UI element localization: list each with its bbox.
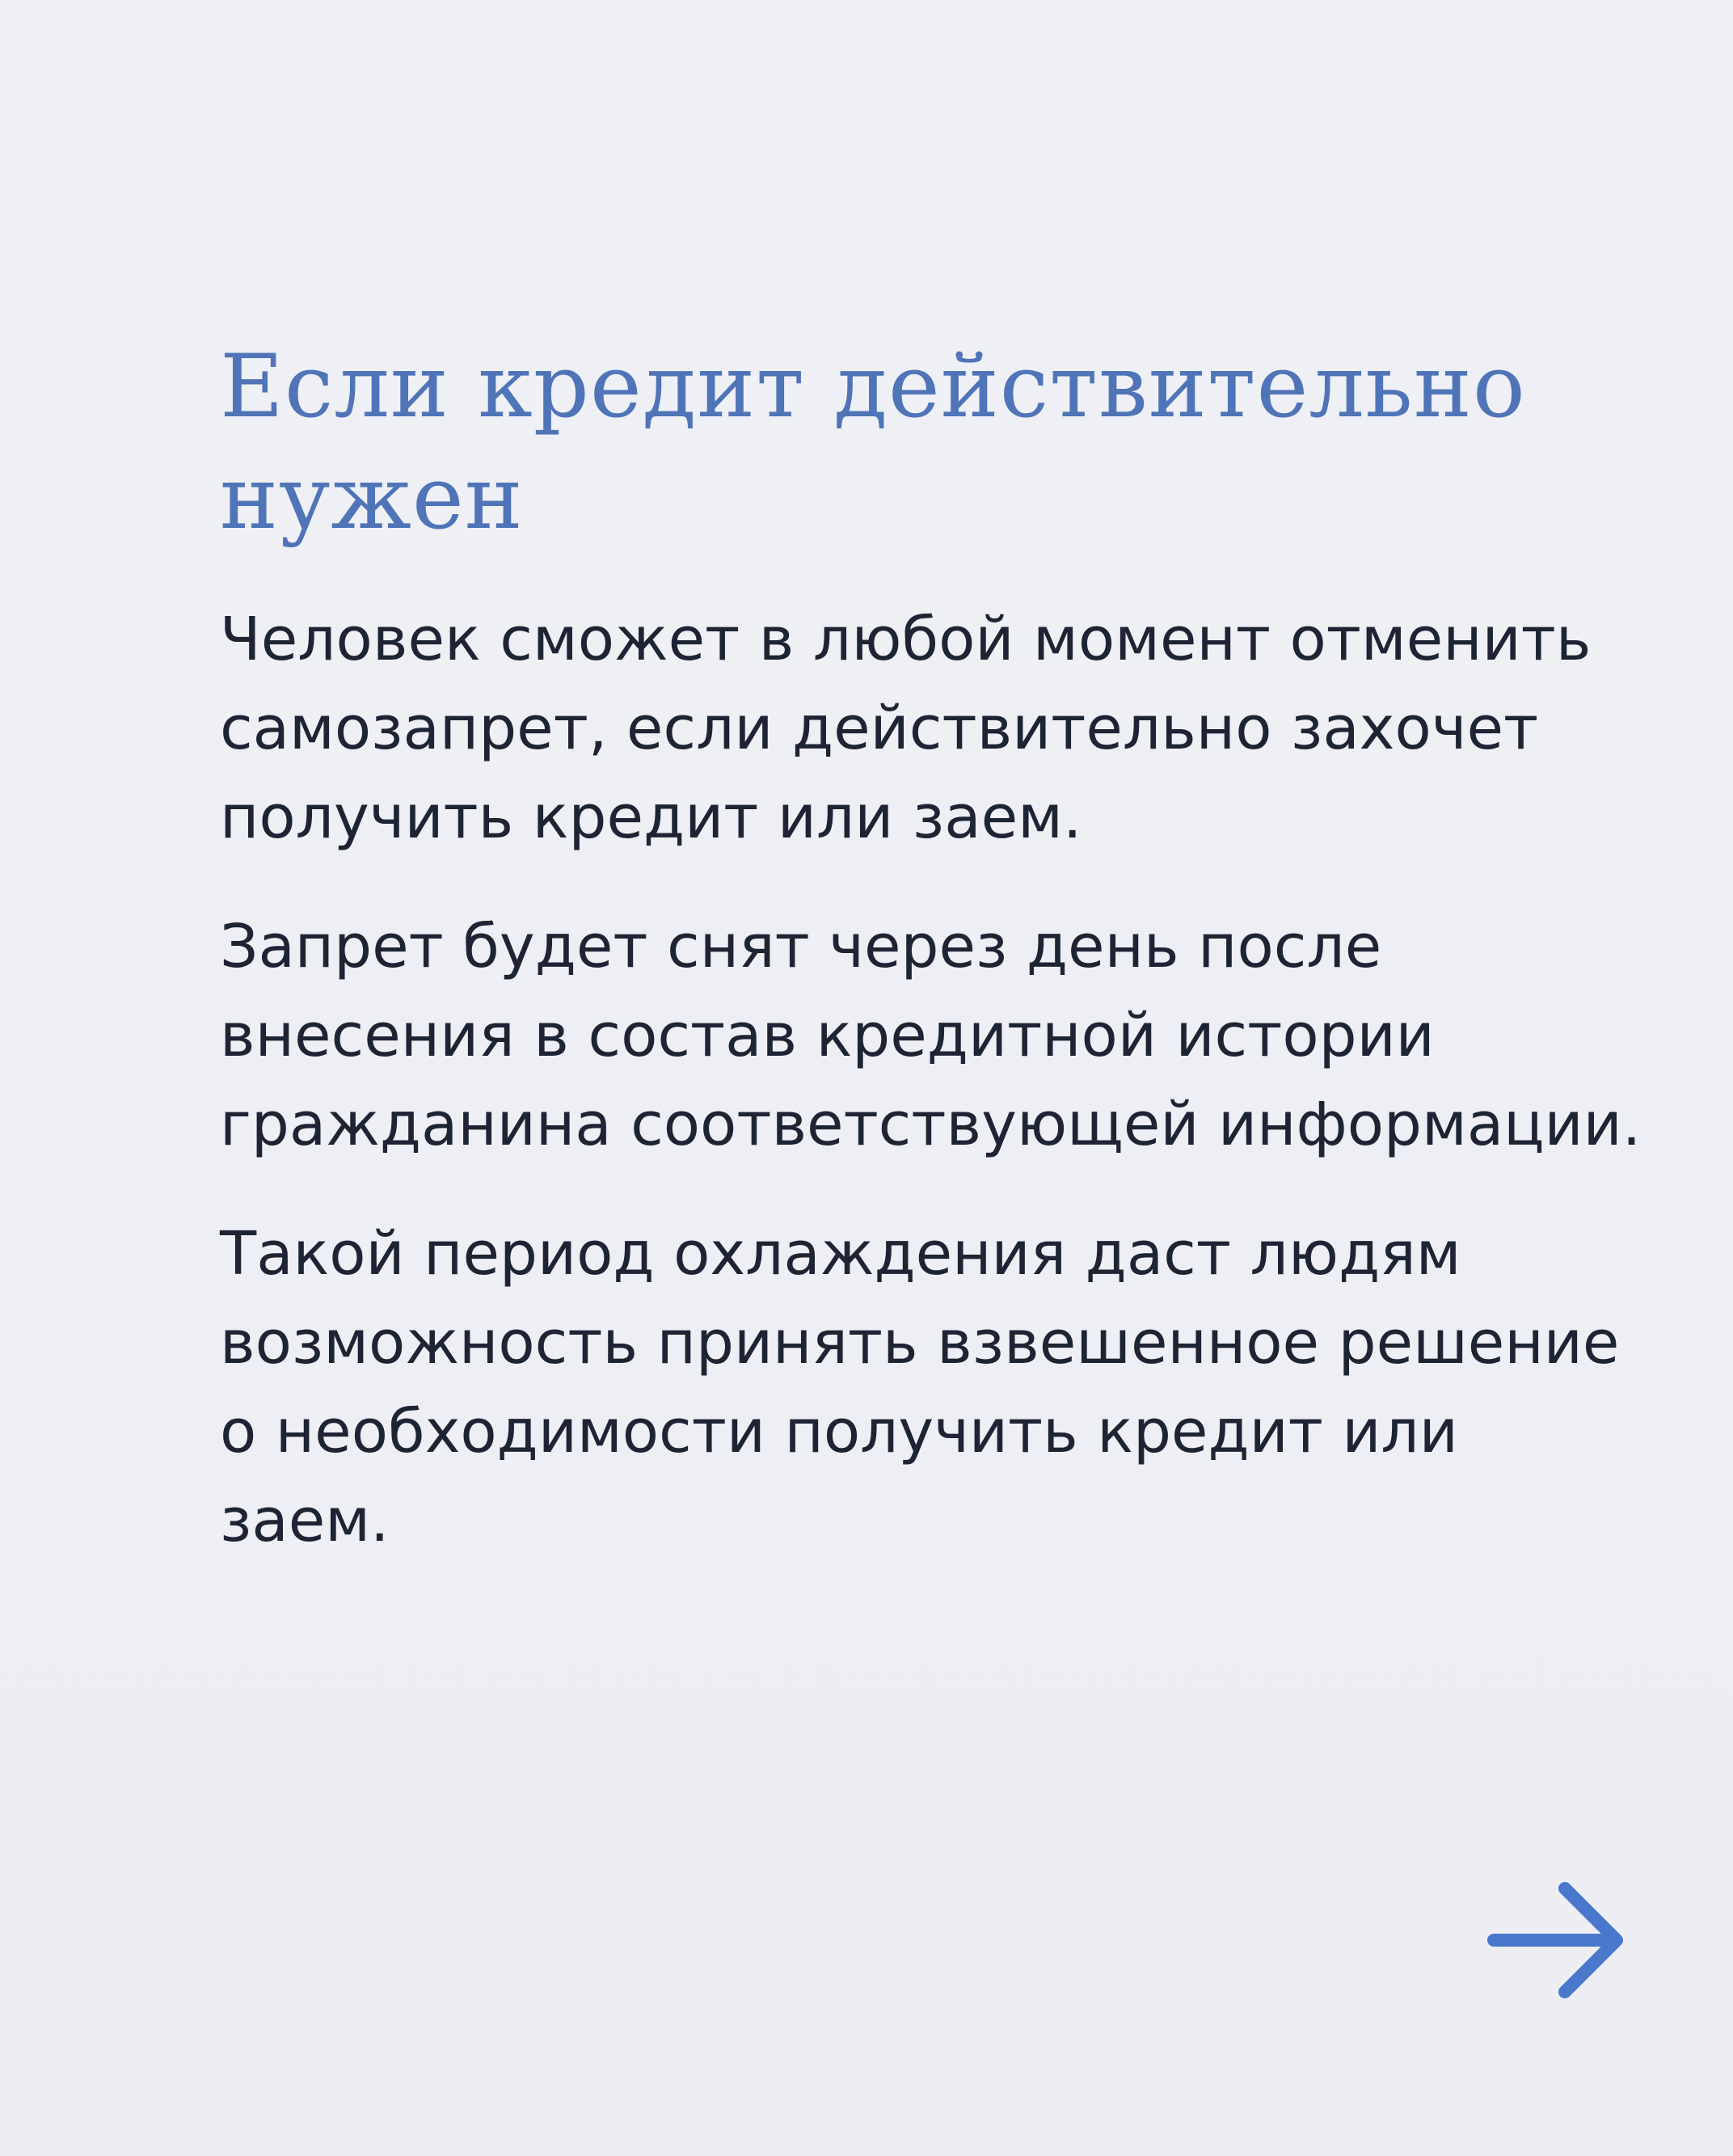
paragraph-2: Запрет будет снят через день после внесения в состав кредитной истории гражданина соответствующей информации. <box>220 912 1642 1159</box>
slide-content <box>220 331 1642 1605</box>
slide-title: Если кредит действительно нужен <box>220 336 1526 549</box>
arrow-right-icon[interactable] <box>1486 1875 1631 2005</box>
paragraph-3: Такой период охлаждения даст людям возможность принять взвешенное решение о необходимости получить кредит или заем. <box>220 1219 1620 1555</box>
paragraph-1: Человек сможет в любой момент отменить самозапрет, если действительно захочет получить кредит или заем. <box>220 605 1592 852</box>
